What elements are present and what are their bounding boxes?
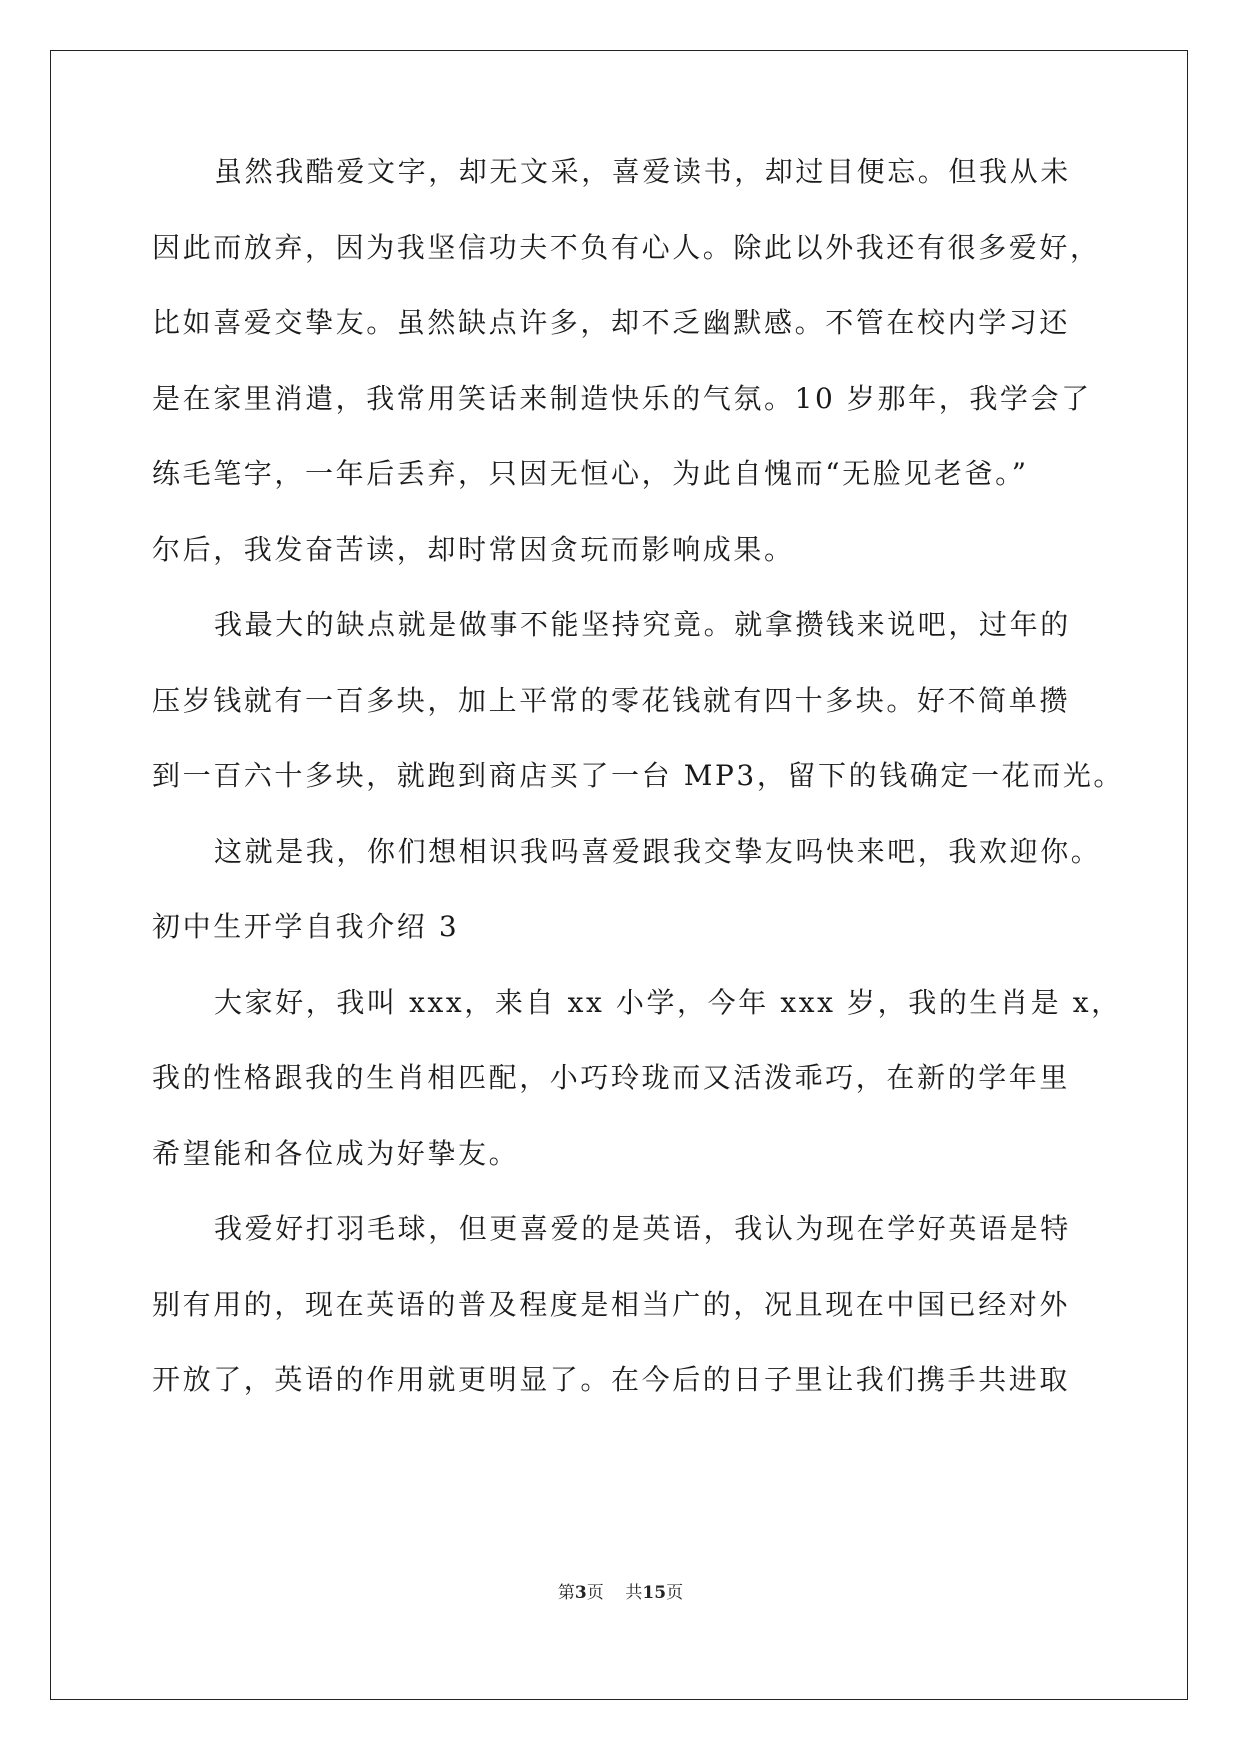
total-prefix: 共 — [625, 1583, 643, 1603]
text-line: 到一百六十多块，就跑到商店买了一台 MP3，留下的钱确定一花而光。 — [152, 759, 1125, 792]
text-line: 压岁钱就有一百多块，加上平常的零花钱就有四十多块。好不简单攒 — [152, 684, 1071, 717]
total-pages: 15 — [642, 1583, 667, 1603]
text-line: 这就是我，你们想相识我吗喜爱跟我交挚友吗快来吧，我欢迎你。 — [214, 835, 1102, 868]
text-line: 比如喜爱交挚友。虽然缺点许多，却不乏幽默感。不管在校内学习还 — [152, 306, 1071, 339]
total-suffix: 页 — [666, 1583, 684, 1603]
page-border — [50, 50, 1188, 1700]
page-number: 3 — [574, 1583, 587, 1603]
page-suffix: 页 — [586, 1583, 604, 1603]
text-line: 尔后，我发奋苦读，却时常因贪玩而影响成果。 — [152, 533, 795, 566]
text-line: 大家好，我叫 xxx，来自 xx 小学，今年 xxx 岁，我的生肖是 x， — [214, 986, 1122, 1019]
text-line: 因此而放弃，因为我坚信功夫不负有心人。除此以外我还有很多爱好， — [152, 231, 1101, 264]
page-footer — [0, 1578, 1241, 1603]
text-line: 希望能和各位成为好挚友。 — [152, 1137, 520, 1170]
text-line: 开放了，英语的作用就更明显了。在今后的日子里让我们携手共进取 — [152, 1363, 1071, 1396]
text-line: 我的性格跟我的生肖相匹配，小巧玲珑而又活泼乖巧，在新的学年里 — [152, 1061, 1071, 1094]
text-line: 是在家里消遣，我常用笑话来制造快乐的气氛。10 岁那年，我学会了 — [152, 382, 1092, 415]
text-line: 我爱好打羽毛球，但更喜爱的是英语，我认为现在学好英语是特 — [214, 1212, 1071, 1245]
section-heading: 初中生开学自我介绍 3 — [152, 910, 460, 943]
text-line: 我最大的缺点就是做事不能坚持究竟。就拿攒钱来说吧，过年的 — [214, 608, 1071, 641]
page-prefix: 第 — [557, 1583, 575, 1603]
text-line: 别有用的，现在英语的普及程度是相当广的，况且现在中国已经对外 — [152, 1288, 1071, 1321]
text-line: 练毛笔字，一年后丢弃，只因无恒心，为此自愧而“无脸见老爸。” — [152, 457, 1029, 490]
text-line: 虽然我酷爱文字，却无文采，喜爱读书，却过目便忘。但我从未 — [214, 155, 1071, 188]
